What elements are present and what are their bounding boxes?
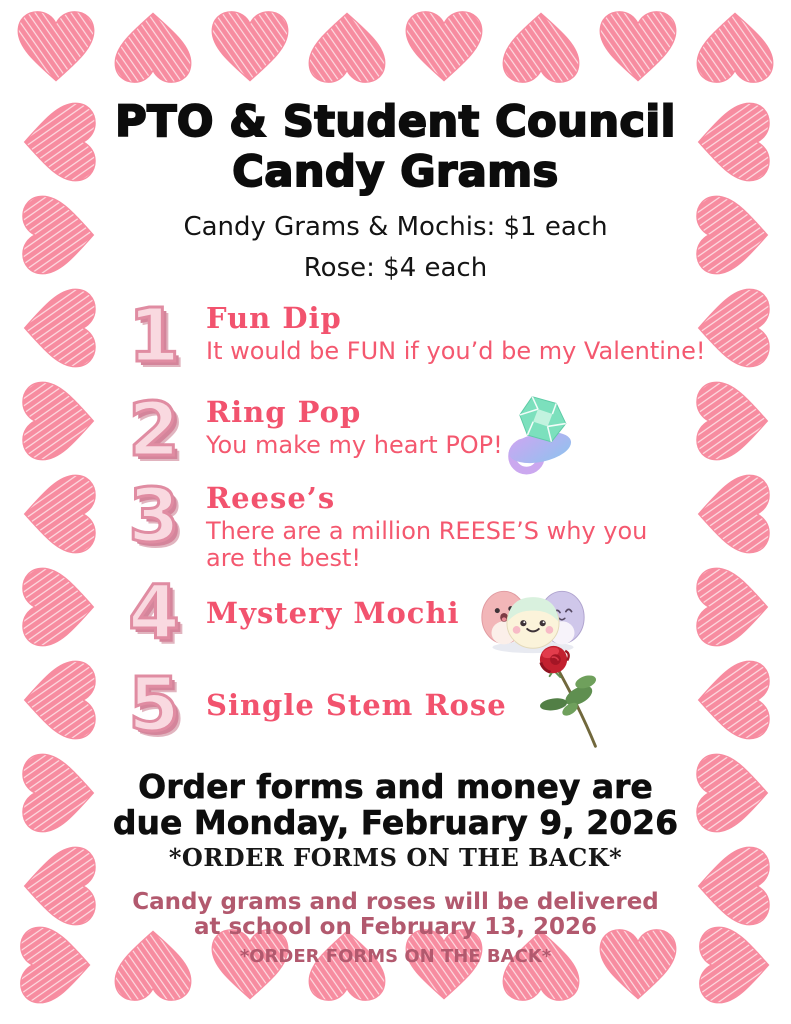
scribble-heart-icon	[693, 564, 773, 650]
item-tagline: It would be FUN if you’d be my Valentine!	[206, 336, 706, 365]
item-number: 5	[128, 662, 180, 749]
scribble-heart-icon	[402, 8, 486, 86]
due-note: *ORDER FORMS ON THE BACK*	[168, 842, 623, 872]
due-line2: due Monday, February 9, 2026	[112, 802, 679, 842]
rose-icon	[521, 643, 625, 755]
item-number: 1	[128, 292, 180, 379]
scribble-heart-icon	[19, 99, 99, 185]
delivery-line1: Candy grams and roses will be delivered	[132, 888, 659, 915]
item-name: Mystery Mochi	[206, 596, 460, 631]
item-tagline: You make my heart POP!	[206, 430, 503, 459]
scribble-heart-icon	[19, 192, 99, 278]
scribble-heart-icon	[14, 8, 98, 86]
scribble-heart-icon	[19, 750, 99, 836]
price-line-rose: Rose: $4 each	[303, 252, 488, 283]
scribble-heart-icon	[596, 8, 680, 86]
scribble-heart-icon	[693, 843, 773, 929]
page-title-line2: Candy Grams	[232, 146, 559, 197]
scribble-heart-icon	[696, 923, 774, 1007]
delivery-block	[112, 890, 679, 967]
item-tagline: There are a million REESE’S why you are the best!	[206, 516, 648, 572]
item-name: Fun Dip	[206, 300, 342, 335]
scribble-heart-icon	[19, 843, 99, 929]
scribble-heart-icon	[693, 8, 777, 86]
scribble-heart-icon	[693, 471, 773, 557]
item-name: Reese’s	[206, 480, 336, 515]
scribble-heart-icon	[693, 99, 773, 185]
item-number: 3	[128, 472, 180, 559]
scribble-heart-icon	[111, 8, 195, 86]
page-title-line1: PTO & Student Council	[115, 97, 676, 147]
list-item-reeses	[116, 472, 679, 572]
delivery-line2: at school on February 13, 2026	[193, 914, 598, 941]
scribble-heart-icon	[19, 657, 99, 743]
price-line-candy: Candy Grams & Mochis: $1 each	[183, 211, 608, 242]
item-number: 2	[128, 386, 180, 473]
candy-list	[112, 292, 706, 756]
list-item-single-stem-rose	[116, 655, 679, 755]
scribble-heart-icon	[19, 378, 99, 464]
scribble-heart-icon	[499, 8, 583, 86]
list-item-fun-dip	[116, 292, 706, 395]
scribble-heart-icon	[305, 8, 389, 86]
flyer-content	[112, 97, 706, 967]
item-number: 4	[128, 570, 180, 657]
scribble-heart-icon	[19, 564, 99, 650]
item-name: Ring Pop	[206, 394, 362, 429]
scribble-heart-icon	[693, 657, 773, 743]
scribble-heart-icon	[693, 192, 773, 278]
due-line1: Order forms and money are	[138, 767, 653, 807]
item-name: Single Stem Rose	[206, 688, 507, 723]
scribble-heart-icon	[19, 285, 99, 371]
scribble-heart-icon	[693, 378, 773, 464]
scribble-heart-icon	[208, 8, 292, 86]
scribble-heart-icon	[693, 750, 773, 836]
delivery-note: *ORDER FORMS ON THE BACK*	[239, 945, 552, 967]
ring-pop-icon	[488, 389, 588, 485]
scribble-heart-icon	[19, 471, 99, 557]
scribble-heart-icon	[17, 923, 95, 1007]
footer	[112, 769, 679, 966]
list-item-ring-pop	[116, 386, 679, 481]
